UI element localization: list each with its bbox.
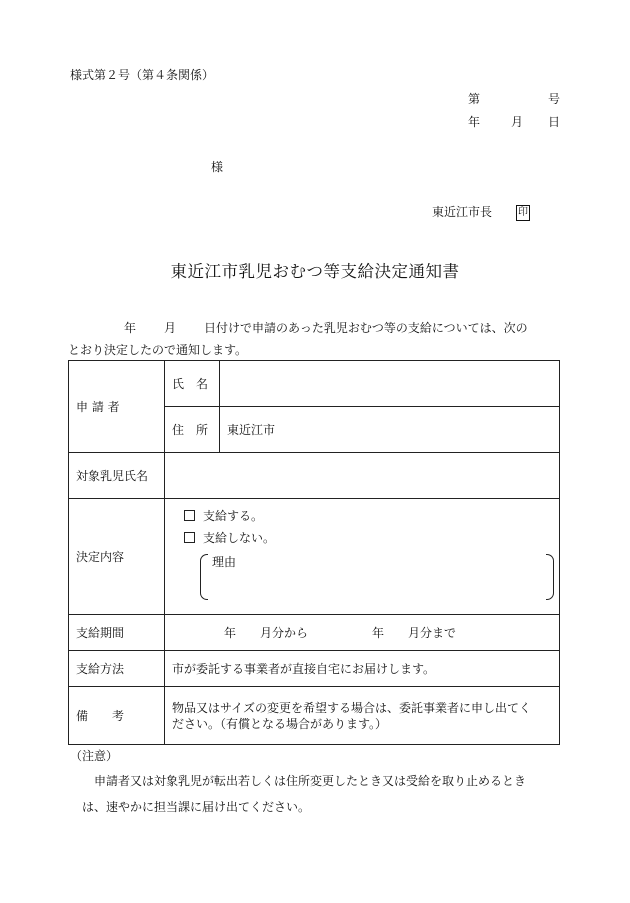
note-line-2: は、速やかに担当課に届け出てください。 (82, 800, 311, 814)
decision-label: 決定内容 (69, 499, 165, 615)
intro-year: 年 (124, 321, 137, 335)
name-label: 氏 名 (165, 361, 220, 407)
remarks-value (165, 687, 560, 745)
issuer (432, 203, 530, 221)
period-from-month: 月分から (260, 625, 309, 640)
document-title: 東近江市乳児おむつ等支給決定通知書 (170, 262, 460, 281)
intro-text: 日付けで申請のあった乳児おむつ等の支給については、次の (204, 321, 528, 335)
remarks-label: 備 考 (69, 687, 165, 745)
infant-name-field[interactable] (165, 453, 560, 499)
date-month: 月 (511, 115, 524, 129)
applicant-label: 申 請 者 (69, 361, 165, 453)
doc-number-prefix: 第 (468, 92, 481, 106)
decision-content (165, 499, 560, 615)
intro-month: 月 (164, 321, 177, 335)
option-grant[interactable]: 支給する。 (184, 508, 552, 530)
period-label: 支給期間 (69, 615, 165, 651)
document-number (468, 90, 560, 107)
period-from-year: 年 (224, 625, 237, 640)
period-field (165, 615, 560, 651)
address-label: 住 所 (165, 407, 220, 453)
infant-name-label: 対象乳児氏名 (69, 453, 165, 499)
date-day: 日 (547, 115, 560, 129)
form-number: 様式第２号（第４条関係） (70, 68, 215, 82)
address-field[interactable]: 東近江市 (220, 407, 560, 453)
issuer-name: 東近江市長 (432, 205, 493, 219)
option-deny[interactable]: 支給しない。 (184, 530, 552, 552)
intro-line-1 (124, 319, 528, 336)
period-to-month: 月分まで (408, 625, 457, 640)
checkbox-grant[interactable] (184, 510, 195, 521)
intro-line-2: とおり決定したので通知します。 (68, 343, 248, 357)
method-value: 市が委託する事業者が直接自宅にお届けします。 (165, 651, 560, 687)
note-body (70, 768, 562, 820)
date-year: 年 (468, 115, 481, 129)
addressee: 様 (211, 160, 224, 174)
method-label: 支給方法 (69, 651, 165, 687)
period-to-year: 年 (372, 625, 385, 640)
name-field[interactable] (220, 361, 560, 407)
seal-stamp: 印 (516, 205, 530, 221)
checkbox-deny[interactable] (184, 532, 195, 543)
remarks-line-1: 物品又はサイズの変更を希望する場合は、委託事業者に申し出てく (172, 700, 532, 715)
note-line-1: 申請者又は対象乳児が転出若しくは住所変更したとき又は受給を取り止めるとき (94, 774, 527, 788)
reason-label: 理由 (212, 554, 237, 569)
doc-number-suffix: 号 (547, 92, 560, 106)
decision-table (68, 360, 560, 745)
note-heading: （注意） (70, 749, 119, 763)
remarks-line-2: ださい。（有償となる場合があります。） (172, 716, 388, 731)
reason-box[interactable] (200, 554, 552, 606)
bracket-left (200, 554, 208, 600)
bracket-right (546, 554, 554, 600)
